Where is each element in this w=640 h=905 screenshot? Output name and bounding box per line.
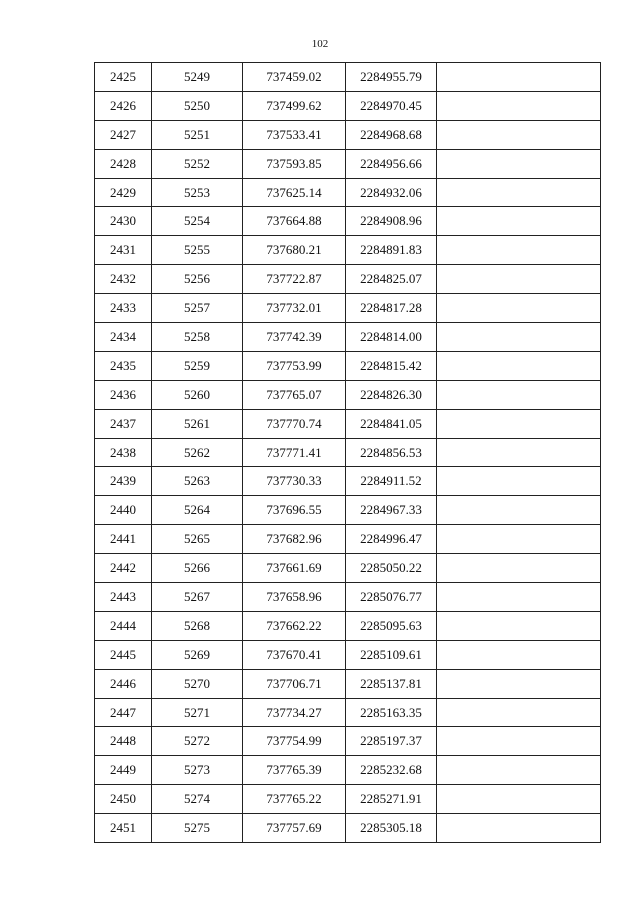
table-row [95, 814, 601, 843]
table-row [95, 149, 601, 178]
x-coordinate-cell: 737732.01 [243, 294, 346, 323]
table-row [95, 554, 601, 583]
point-id-cell: 5256 [152, 265, 243, 294]
row-index-cell: 2440 [95, 496, 152, 525]
x-coordinate-cell: 737680.21 [243, 236, 346, 265]
row-index-cell: 2443 [95, 583, 152, 612]
table-row [95, 438, 601, 467]
table-row [95, 380, 601, 409]
table-row [95, 727, 601, 756]
notes-cell [437, 207, 601, 236]
notes-cell [437, 265, 601, 294]
row-index-cell: 2432 [95, 265, 152, 294]
notes-cell [437, 120, 601, 149]
point-id-cell: 5275 [152, 814, 243, 843]
x-coordinate-cell: 737499.62 [243, 91, 346, 120]
notes-cell [437, 525, 601, 554]
table-row [95, 323, 601, 352]
x-coordinate-cell: 737706.71 [243, 669, 346, 698]
table-row [95, 409, 601, 438]
x-coordinate-cell: 737753.99 [243, 351, 346, 380]
y-coordinate-cell: 2284856.53 [346, 438, 437, 467]
notes-cell [437, 756, 601, 785]
y-coordinate-cell: 2285109.61 [346, 640, 437, 669]
x-coordinate-cell: 737771.41 [243, 438, 346, 467]
notes-cell [437, 554, 601, 583]
row-index-cell: 2441 [95, 525, 152, 554]
y-coordinate-cell: 2284891.83 [346, 236, 437, 265]
x-coordinate-cell: 737459.02 [243, 63, 346, 92]
point-id-cell: 5261 [152, 409, 243, 438]
x-coordinate-cell: 737734.27 [243, 698, 346, 727]
row-index-cell: 2446 [95, 669, 152, 698]
y-coordinate-cell: 2285197.37 [346, 727, 437, 756]
notes-cell [437, 351, 601, 380]
page-number: 102 [311, 38, 329, 50]
row-index-cell: 2433 [95, 294, 152, 323]
point-id-cell: 5257 [152, 294, 243, 323]
y-coordinate-cell: 2284970.45 [346, 91, 437, 120]
notes-cell [437, 467, 601, 496]
point-id-cell: 5272 [152, 727, 243, 756]
y-coordinate-cell: 2285076.77 [346, 583, 437, 612]
x-coordinate-cell: 737670.41 [243, 640, 346, 669]
point-id-cell: 5250 [152, 91, 243, 120]
table-row [95, 785, 601, 814]
table-row [95, 496, 601, 525]
point-id-cell: 5268 [152, 611, 243, 640]
y-coordinate-cell: 2285050.22 [346, 554, 437, 583]
point-id-cell: 5263 [152, 467, 243, 496]
notes-cell [437, 178, 601, 207]
row-index-cell: 2451 [95, 814, 152, 843]
row-index-cell: 2445 [95, 640, 152, 669]
table-row [95, 698, 601, 727]
point-id-cell: 5251 [152, 120, 243, 149]
x-coordinate-cell: 737593.85 [243, 149, 346, 178]
y-coordinate-cell: 2284908.96 [346, 207, 437, 236]
row-index-cell: 2439 [95, 467, 152, 496]
row-index-cell: 2434 [95, 323, 152, 352]
table-row [95, 294, 601, 323]
point-id-cell: 5255 [152, 236, 243, 265]
notes-cell [437, 583, 601, 612]
point-id-cell: 5266 [152, 554, 243, 583]
x-coordinate-cell: 737682.96 [243, 525, 346, 554]
point-id-cell: 5274 [152, 785, 243, 814]
table-row [95, 525, 601, 554]
x-coordinate-cell: 737533.41 [243, 120, 346, 149]
row-index-cell: 2430 [95, 207, 152, 236]
notes-cell [437, 785, 601, 814]
y-coordinate-cell: 2284826.30 [346, 380, 437, 409]
y-coordinate-cell: 2284825.07 [346, 265, 437, 294]
coordinates-table [94, 62, 601, 843]
x-coordinate-cell: 737754.99 [243, 727, 346, 756]
row-index-cell: 2426 [95, 91, 152, 120]
x-coordinate-cell: 737765.07 [243, 380, 346, 409]
table-body [95, 63, 601, 843]
y-coordinate-cell: 2284817.28 [346, 294, 437, 323]
row-index-cell: 2442 [95, 554, 152, 583]
y-coordinate-cell: 2285095.63 [346, 611, 437, 640]
y-coordinate-cell: 2284996.47 [346, 525, 437, 554]
point-id-cell: 5264 [152, 496, 243, 525]
notes-cell [437, 727, 601, 756]
table-row [95, 467, 601, 496]
point-id-cell: 5258 [152, 323, 243, 352]
row-index-cell: 2438 [95, 438, 152, 467]
notes-cell [437, 91, 601, 120]
point-id-cell: 5273 [152, 756, 243, 785]
row-index-cell: 2431 [95, 236, 152, 265]
x-coordinate-cell: 737765.22 [243, 785, 346, 814]
y-coordinate-cell: 2285163.35 [346, 698, 437, 727]
point-id-cell: 5253 [152, 178, 243, 207]
y-coordinate-cell: 2284841.05 [346, 409, 437, 438]
row-index-cell: 2435 [95, 351, 152, 380]
x-coordinate-cell: 737664.88 [243, 207, 346, 236]
table-row [95, 178, 601, 207]
row-index-cell: 2425 [95, 63, 152, 92]
table-row [95, 756, 601, 785]
notes-cell [437, 380, 601, 409]
notes-cell [437, 236, 601, 265]
row-index-cell: 2447 [95, 698, 152, 727]
notes-cell [437, 294, 601, 323]
table-row [95, 351, 601, 380]
y-coordinate-cell: 2284815.42 [346, 351, 437, 380]
table-row [95, 236, 601, 265]
y-coordinate-cell: 2284814.00 [346, 323, 437, 352]
notes-cell [437, 814, 601, 843]
point-id-cell: 5252 [152, 149, 243, 178]
table-row [95, 91, 601, 120]
point-id-cell: 5270 [152, 669, 243, 698]
point-id-cell: 5269 [152, 640, 243, 669]
point-id-cell: 5262 [152, 438, 243, 467]
row-index-cell: 2444 [95, 611, 152, 640]
y-coordinate-cell: 2285271.91 [346, 785, 437, 814]
y-coordinate-cell: 2284956.66 [346, 149, 437, 178]
point-id-cell: 5271 [152, 698, 243, 727]
notes-cell [437, 640, 601, 669]
x-coordinate-cell: 737722.87 [243, 265, 346, 294]
point-id-cell: 5267 [152, 583, 243, 612]
y-coordinate-cell: 2284955.79 [346, 63, 437, 92]
y-coordinate-cell: 2285232.68 [346, 756, 437, 785]
y-coordinate-cell: 2284967.33 [346, 496, 437, 525]
table-row [95, 265, 601, 294]
notes-cell [437, 63, 601, 92]
x-coordinate-cell: 737765.39 [243, 756, 346, 785]
row-index-cell: 2429 [95, 178, 152, 207]
row-index-cell: 2448 [95, 727, 152, 756]
x-coordinate-cell: 737625.14 [243, 178, 346, 207]
row-index-cell: 2427 [95, 120, 152, 149]
y-coordinate-cell: 2284932.06 [346, 178, 437, 207]
x-coordinate-cell: 737661.69 [243, 554, 346, 583]
x-coordinate-cell: 737757.69 [243, 814, 346, 843]
point-id-cell: 5249 [152, 63, 243, 92]
table-row [95, 611, 601, 640]
x-coordinate-cell: 737658.96 [243, 583, 346, 612]
point-id-cell: 5265 [152, 525, 243, 554]
table-row [95, 207, 601, 236]
row-index-cell: 2449 [95, 756, 152, 785]
notes-cell [437, 496, 601, 525]
notes-cell [437, 438, 601, 467]
table-row [95, 120, 601, 149]
y-coordinate-cell: 2284911.52 [346, 467, 437, 496]
point-id-cell: 5259 [152, 351, 243, 380]
y-coordinate-cell: 2284968.68 [346, 120, 437, 149]
y-coordinate-cell: 2285305.18 [346, 814, 437, 843]
row-index-cell: 2436 [95, 380, 152, 409]
notes-cell [437, 323, 601, 352]
table-row [95, 669, 601, 698]
x-coordinate-cell: 737730.33 [243, 467, 346, 496]
row-index-cell: 2450 [95, 785, 152, 814]
table-row [95, 640, 601, 669]
x-coordinate-cell: 737770.74 [243, 409, 346, 438]
point-id-cell: 5260 [152, 380, 243, 409]
point-id-cell: 5254 [152, 207, 243, 236]
table-row [95, 63, 601, 92]
x-coordinate-cell: 737662.22 [243, 611, 346, 640]
notes-cell [437, 149, 601, 178]
row-index-cell: 2437 [95, 409, 152, 438]
y-coordinate-cell: 2285137.81 [346, 669, 437, 698]
notes-cell [437, 611, 601, 640]
notes-cell [437, 409, 601, 438]
x-coordinate-cell: 737742.39 [243, 323, 346, 352]
x-coordinate-cell: 737696.55 [243, 496, 346, 525]
notes-cell [437, 669, 601, 698]
notes-cell [437, 698, 601, 727]
row-index-cell: 2428 [95, 149, 152, 178]
table-row [95, 583, 601, 612]
